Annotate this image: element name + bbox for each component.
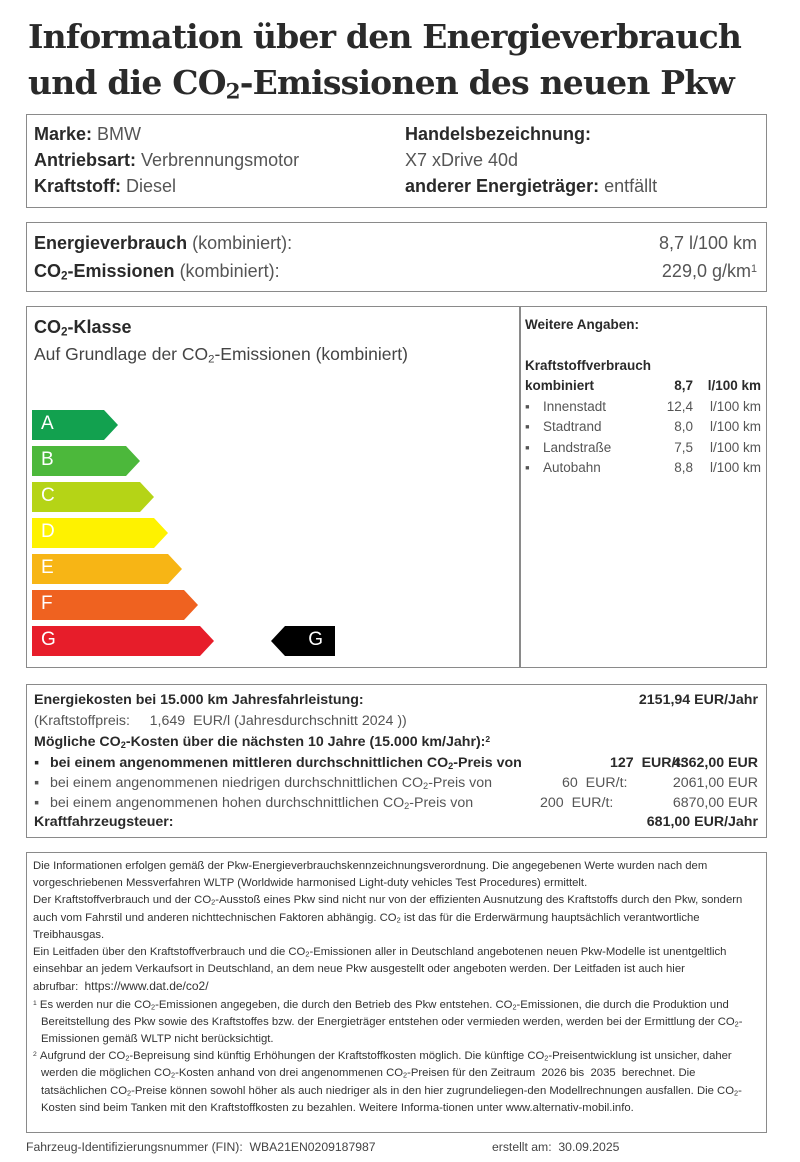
bullet-icon: ▪ (34, 775, 40, 791)
column-divider (519, 307, 521, 667)
co2-price: 60 (562, 775, 578, 791)
combined-row: kombiniert 8,7 l/100 km (525, 376, 761, 397)
legal-paragraph-1: Die Informationen erfolgen gemäß der Pkw-Energieverbrauchskennzeichnungsverordnung. Die angegebenen Werte wurden nach dem vorgeschriebenen Messverfahren WLTP (Worldwide harmonised Light-duty vehicles Test Procedures) ermittelt. (33, 860, 708, 890)
co2-emissions-row: $CO_2$-Emissionen (kombiniert): 229,0 $g/km^1$ (34, 257, 757, 285)
co2-cost-total: 6870,00 EUR (672, 795, 758, 811)
page-title (28, 14, 788, 106)
co2-cost-heading: Mögliche $CO_2$-Kosten über die nächsten 10 Jahre (15.000 km/Jahr):$^2$ (34, 734, 491, 750)
antrieb-value: Verbrennungsmotor (141, 150, 300, 170)
consumption-box (26, 222, 767, 292)
fuel-consumption-heading: Kraftstoffverbrauch (525, 357, 652, 373)
energietraeger-value: entfällt (604, 176, 658, 196)
co2-class-bar-g (32, 626, 214, 656)
co2-class-bar-f (32, 590, 198, 620)
handels-value: X7 xDrive 40d (405, 150, 519, 170)
created-date-value: 30.09.2025 (558, 1140, 620, 1154)
co2-price: 200 (540, 795, 564, 811)
fin-value: WBA21EN0209187987 (249, 1140, 376, 1154)
bullet-icon: ▪ (34, 795, 40, 811)
kraftstoff-value: Diesel (126, 176, 177, 196)
co2-class-letter: E (41, 557, 54, 578)
legal-notes-box (26, 852, 767, 1133)
co2-class-bar-b (32, 446, 140, 476)
vehicle-tax-value: 681,00 EUR/Jahr (646, 814, 758, 830)
co2-class-letter: G (41, 629, 56, 650)
vehicle-info-box (26, 114, 767, 208)
kraftstoff-row: Kraftstoff: Diesel (34, 176, 177, 196)
fuel-price-row: (Kraftstoffpreis: 1,649 EUR/l (Jahresdurchschnitt 2024 )) (34, 713, 407, 729)
co2-cost-scenario: ▪ bei einem angenommenen niedrigen durchschnittlichen $CO_2$-Preis von 60 EUR/t: 2061,00 EUR (34, 773, 758, 795)
energy-cost-value: 2151,94 EUR/Jahr (638, 692, 758, 708)
energy-cost-row: Energiekosten bei 15.000 km Jahresfahrleistung: 2151,94 EUR/Jahr (34, 690, 758, 712)
co2-class-subtitle: Auf Grundlage der $CO_2$-Emissionen (kombiniert) (34, 344, 408, 366)
consumption-item: ▪ Autobahn 8,8 l/100 km (525, 458, 761, 479)
co2-class-bar-c (32, 482, 154, 512)
co2-price: 127 (610, 755, 634, 771)
marker-arrow-shape (271, 626, 335, 656)
energy-consumption-value: 8,7 l/100 km (658, 233, 757, 253)
bullet-icon: ▪ (525, 419, 530, 434)
footnote-1: $^1$ Es werden nur die $CO_2$-Emissionen angegeben, die durch den Betrieb des Pkw entstehen. $CO_2$-Emissionen, die durch die Produktion und Bereitstellung des Pkw sowie des Kraftstoffes bzw. der Energieträger entstehen oder vermieden werden, werden bei der Ermittlung der $CO_2$-Emissionen gemäß WLTP nicht berücksichtigt. (33, 998, 743, 1046)
leitfaden-link[interactable]: https://www.dat.de/co2/ (84, 979, 209, 994)
co2-class-title: $CO_2$-Klasse (34, 317, 132, 339)
footnote-2: $^2$ Aufgrund der $CO_2$-Bepreisung sind künftig Erhöhungen der Kraftstoffkosten möglich. Die künftige $CO_2$-Preisentwicklung ist unsicher, daher werden die möglichen $CO_2$-Kosten anhand von drei angenommenen $CO_2$-Preisen für den Zeitraum 2026 bis 2035 berechnet. Die tatsächlichen $CO_2$-Preise können sowohl höher als auch niedriger als in den hier zugrundeliegen-den Modellrechnungen ausfallen. Die $CO_2$-Kosten sind beim Tanken mit den Kraftstoffkosten zu bezahlen. Weitere Informa-tionen unter www.alternativ-mobil.info. (33, 1050, 742, 1114)
co2-class-bar-a (32, 410, 118, 440)
title-line-1: Information über den Energieverbrauch (28, 17, 742, 56)
bullet-icon: ▪ (525, 439, 530, 455)
co2-class-letter: C (41, 485, 55, 506)
fuel-price-value: 1,649 (149, 713, 186, 729)
co2-class-letter: B (41, 449, 54, 470)
handels-label: Handelsbezeichnung: (405, 124, 592, 144)
antrieb-row: Antriebsart: Verbrennungsmotor (34, 150, 300, 170)
co2-class-box (26, 306, 767, 668)
co2-class-bar-d (32, 518, 168, 548)
current-class-marker (271, 626, 335, 656)
co2-cost-total: 2061,00 EUR (672, 775, 758, 791)
co2-cost-scenario: ▪ bei einem angenommenen hohen durchschnittlichen $CO_2$-Preis von 200 EUR/t: 6870,00 EUR (34, 793, 758, 815)
consumption-item: ▪ Innenstadt 12,4 l/100 km (525, 397, 761, 418)
vehicle-tax-row: Kraftfahrzeugsteuer: 681,00 EUR/Jahr (34, 812, 758, 834)
co2-class-letter: D (41, 521, 55, 542)
marke-row: Marke: BMW (34, 124, 142, 144)
co2-class-letter: F (41, 593, 53, 614)
co2-class-bar-e (32, 554, 182, 584)
fin-row: Fahrzeug-Identifizierungsnummer (FIN): WBA21EN0209187987 (26, 1140, 376, 1154)
energietraeger-row: anderer Energieträger: entfällt (405, 176, 658, 196)
consumption-item: ▪ Stadtrand 8,0 l/100 km (525, 417, 761, 438)
costs-box (26, 684, 767, 838)
consumption-item: ▪ Landstraße 7,5 l/100 km (525, 438, 761, 459)
legal-paragraph-2: Der Kraftstoffverbrauch und der $CO_2$-Ausstoß eines Pkw sind nicht nur von der effizienten Ausnutzung des Kraftstoffs durch den Pkw, sondern auch vom Fahrstil und anderen nichttechnischen Faktoren abhängig. $CO_2$ ist das für die Erderwärmung hauptsächlich verantwortliche Treibhausgas. (33, 894, 743, 941)
co2-emissions-value: 229,0 $g/km^1$ (661, 261, 757, 281)
co2-cost-scenario: ▪ bei einem angenommenen mittleren durchschnittlichen $CO_2$-Preis von 127 EUR/t: 4362,00 EUR (34, 753, 758, 775)
title-line-2: und die $CO_2$-Emissionen des neuen Pkw (28, 63, 734, 105)
bullet-icon: ▪ (34, 755, 40, 771)
current-class-label: G (308, 629, 323, 650)
bullet-icon: ▪ (525, 460, 530, 475)
created-date-row: erstellt am: 30.09.2025 (492, 1140, 620, 1154)
energy-consumption-row: Energieverbrauch (kombiniert): 8,7 l/100 km (34, 229, 757, 257)
co2-class-letter: A (41, 413, 54, 434)
bullet-icon: ▪ (525, 398, 530, 414)
further-heading: Weitere Angaben: (525, 317, 640, 332)
co2-cost-total: 4362,00 EUR (672, 755, 758, 771)
legal-paragraph-3: Ein Leitfaden über den Kraftstoffverbrauch und die $CO_2$-Emissionen aller in Deutschland angebotenen neuen Pkw-Modelle ist unentgeltlich einsehbar an jedem Verkaufsort in Deutschland, an dem neue Pkw ausgestellt oder angeboten werden. Der Leitfaden ist auch hier abrufbar: https://www.dat.de/co2/ (33, 946, 727, 994)
marke-value: BMW (97, 124, 142, 144)
combined-value: 8,7 (674, 378, 693, 393)
further-info (525, 315, 761, 479)
